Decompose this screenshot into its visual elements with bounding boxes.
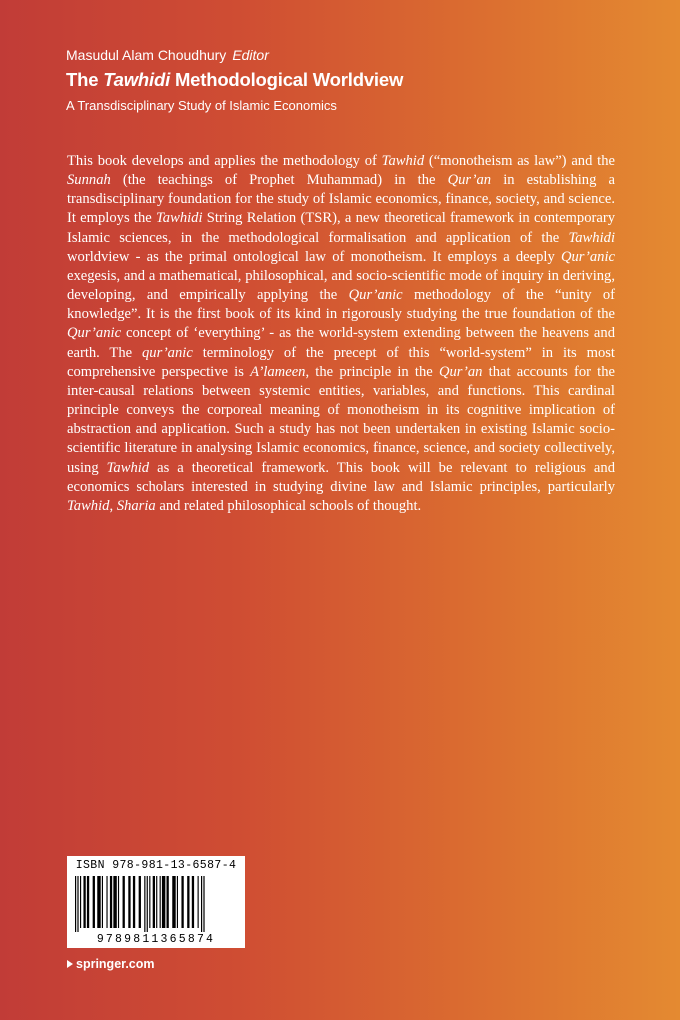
barcode-bar	[177, 876, 178, 928]
description-italic-term: Tawhid	[106, 459, 150, 476]
description-italic-term: Tawhidi	[156, 210, 203, 227]
description-italic-term: A’lameen	[250, 363, 306, 380]
description-italic-term: Qur’anic	[67, 325, 122, 342]
description-text: This book develops and applies the methodology of	[67, 153, 382, 169]
barcode-bar	[77, 876, 78, 932]
description-text: as a theoretical framework. This book will be relevant to religious and economics scholars interested in studying divine law and Islamic principles, particularly	[67, 459, 615, 495]
book-subtitle: A Transdisciplinary Study of Islamic Economics	[66, 98, 337, 113]
isbn-label: ISBN 978-981-13-6587-4	[75, 859, 237, 872]
description-italic-term: Tawhidi	[568, 229, 615, 246]
title-prefix: The	[66, 69, 104, 90]
barcode-bar	[139, 876, 141, 928]
barcode-bar	[83, 876, 85, 928]
barcode-bar	[160, 876, 161, 928]
description-italic-term: Tawhid	[381, 153, 425, 169]
description-text: , the principle in the	[305, 363, 439, 380]
title-italic-word: Tawhidi	[103, 69, 171, 90]
description-text: ,	[109, 497, 117, 514]
barcode-bars	[73, 876, 241, 932]
description-text: methodology of the “unity of knowledge”. It is the first book of its kind in rigorously studying the true foundation of the	[67, 287, 615, 323]
description-text: terminology of the precept of this “world-system” in its most comprehensive perspective is	[67, 344, 615, 380]
description-text: concept of ‘everything’ - as the world-system extending between the heavens and earth. The	[67, 325, 615, 361]
barcode-bar	[149, 876, 150, 928]
title-suffix: Methodological Worldview	[170, 69, 404, 90]
description-text: worldview - as the primal ontological law of monotheism. It employs a deeply	[67, 248, 561, 265]
barcode-bar	[167, 876, 169, 928]
barcode-bar	[198, 876, 199, 928]
editor-name: Masudul Alam Choudhury	[66, 47, 227, 63]
description-text: exegesis, and a mathematical, philosophical, and socio-scientific mode of inquiry in deriving, developing, and empirically applying the	[67, 267, 615, 304]
barcode-bar	[144, 876, 145, 932]
description-text: that accounts for the inter-causal relations between systemic entities, variables, and functions. This cardinal principle conveys the corporeal meaning of monotheism in its cognitive implication of abstraction and application. Such a study has not been undertaken in existing Islamic socio-scientific literature in analysing Islamic economics, finance, science, and society collectively, using	[67, 363, 615, 476]
barcode-bar	[123, 876, 125, 928]
chevron-right-icon	[67, 960, 73, 968]
barcode-bar	[87, 876, 89, 928]
description-italic-term: Sharia	[116, 497, 156, 514]
barcode-bar	[93, 876, 95, 928]
description-text: in establishing a transdisciplinary foundation for the study of Islamic economics, finance, society, and science. It employs the	[67, 172, 615, 227]
description-italic-term: Qur’an	[447, 172, 492, 189]
barcode-bar	[187, 876, 189, 928]
barcode-bar	[162, 876, 165, 928]
description-paragraph	[67, 152, 615, 516]
barcode-bar	[156, 876, 157, 928]
barcode-bar	[133, 876, 135, 928]
description-italic-term: Qur’an	[438, 363, 483, 380]
description-text: (the teachings of Prophet Muhammad) in the	[110, 172, 448, 189]
publisher-link[interactable]	[67, 957, 155, 971]
description-italic-term: qur’anic	[142, 344, 193, 361]
barcode-bar	[110, 876, 112, 928]
barcode-bar	[153, 876, 155, 928]
barcode-bar	[128, 876, 130, 928]
barcode-bar	[118, 876, 119, 928]
barcode-bar	[192, 876, 194, 928]
description-italic-term: Sunnah	[67, 172, 111, 189]
barcode-bar	[147, 876, 148, 932]
description-italic-term: Qur’anic	[348, 287, 403, 304]
description-text: (“monotheism as law”) and the	[424, 153, 616, 169]
book-title	[66, 68, 403, 92]
barcode-bar	[80, 876, 81, 928]
barcode-bar	[113, 876, 116, 928]
barcode-bar	[201, 876, 202, 932]
editor-line	[66, 46, 403, 64]
editor-role: Editor	[232, 47, 269, 63]
isbn-barcode	[67, 856, 245, 948]
barcode-bar	[172, 876, 175, 928]
description-text: and related philosophical schools of thought.	[155, 497, 422, 514]
description-italic-term: Qur’anic	[560, 248, 615, 265]
barcode-bar	[75, 876, 76, 932]
publisher-site: springer.com	[76, 957, 155, 971]
barcode-bar	[102, 876, 103, 928]
cover-header	[66, 46, 403, 114]
ean-digits: 9789811365874	[96, 933, 216, 946]
barcode-bar	[97, 876, 100, 928]
description-italic-term: Tawhid	[67, 497, 110, 514]
barcode-bar	[181, 876, 183, 928]
description-text: String Relation (TSR), a new theoretical framework in contemporary Islamic sciences, in the methodological formalisation and application of the	[67, 210, 615, 246]
barcode-bar	[106, 876, 107, 928]
barcode-bar	[203, 876, 204, 932]
book-description	[67, 152, 615, 516]
